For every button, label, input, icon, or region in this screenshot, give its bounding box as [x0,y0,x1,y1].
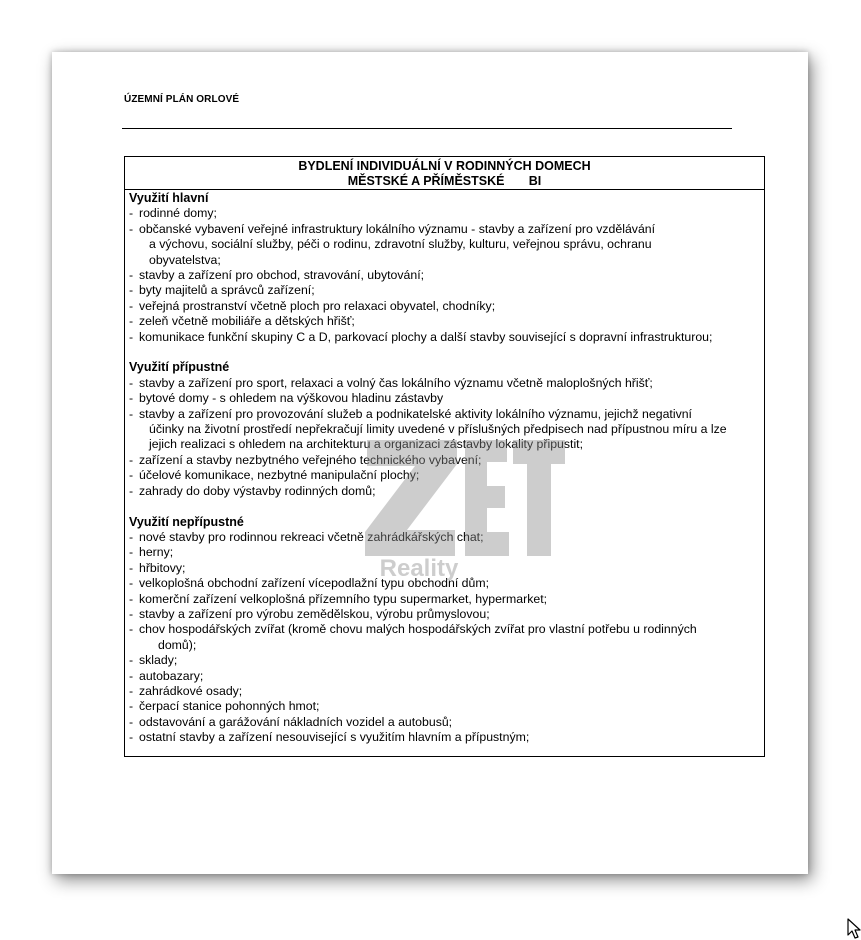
box-content [125,190,764,746]
list-item: - bytové domy - s ohledem na výškovou hladinu zástavby [129,391,444,406]
box-title [125,157,764,190]
list-item: - sklady; [129,653,178,668]
list-item: - účelové komunikace, nezbytné manipulační plochy; [129,468,420,483]
regulation-box [124,156,765,757]
box-title-line1: BYDLENÍ INDIVIDUÁLNÍ V RODINNÝCH DOMECH [298,159,591,173]
list-item: - občanské vybavení veřejné infrastruktury lokálního významu - stavby a zařízení pro vzdělávání a výchovu, sociální služby, péči o rodinu, zdravotní služby, kulturu, veřejnou správu, ochranu obyvatelstva; [129,221,656,267]
list-item: - zeleň včetně mobiliáře a dětských hřišť; [129,314,355,329]
list-item: - zařízení a stavby nezbytného veřejného technického vybavení; [129,452,482,467]
section-heading-prohibited: Využití nepřípustné [129,514,244,529]
list-item: - stavby a zařízení pro obchod, stravování, ubytování; [129,268,425,283]
list-item: - stavby a zařízení pro výrobu zemědělskou, výrobu průmyslovou; [129,606,490,621]
list-item: - rodinné domy; [129,206,217,221]
list-item: - komerční zařízení velkoplošná přízemního typu supermarket, hypermarket; [129,591,548,606]
list-item: - čerpací stanice pohonných hmot; [129,699,320,714]
section-heading-main: Využití hlavní [129,191,209,205]
list-item: - ostatní stavby a zařízení nesouvisející s využitím hlavním a přípustným; [129,730,530,745]
document-header: ÚZEMNÍ PLÁN ORLOVÉ [124,94,240,105]
section-heading-permitted: Využití přípustné [129,360,230,375]
list-item: - byty majitelů a správců zařízení; [129,283,315,298]
list-item: - stavby a zařízení pro sport, relaxaci a volný čas lokálního významu včetně maloplošných hřišť; [129,375,653,390]
list-item: - stavby a zařízení pro provozování služeb a podnikatelské aktivity lokálního významu, jejichž negativní účinky na životní prostředí nepřekračují limity uvedené v příslušných předpisech nad přípustnou míru a lze jejich realizaci s ohledem na architekturu a organizaci zástavby lokality připustit; [129,406,727,452]
list-item: - odstavování a garážování nákladních vozidel a autobusů; [129,714,453,729]
list-item: - herny; [129,545,174,560]
list-item: - velkoplošná obchodní zařízení vícepodlažní typu obchodní dům; [129,576,490,591]
list-item: - komunikace funkční skupiny C a D, parkovací plochy a další stavby související s dopravní infrastrukturou; [129,329,713,344]
header-rule [122,128,732,129]
list-item: - zahrádkové osady; [129,683,243,698]
document-page [52,52,808,874]
list-item: - chov hospodářských zvířat (kromě chovu malých hospodářských zvířat pro vlastní potřebu u rodinných domů); [129,622,697,652]
box-title-line2: MĚSTSKÉ A PŘÍMĚSTSKÉ BI [347,174,542,188]
list-item: - nové stavby pro rodinnou rekreaci včetně zahrádkářských chat; [129,529,484,544]
mouse-cursor-icon [847,918,861,940]
list-item: - hřbitovy; [129,560,186,575]
list-item: - autobazary; [129,668,204,683]
watermark-sub: Reality [379,555,459,580]
list-item: - zahrady do doby výstavby rodinných domů; [129,483,376,498]
list-item: - veřejná prostranství včetně ploch pro relaxaci obyvatel, chodníky; [129,298,496,313]
